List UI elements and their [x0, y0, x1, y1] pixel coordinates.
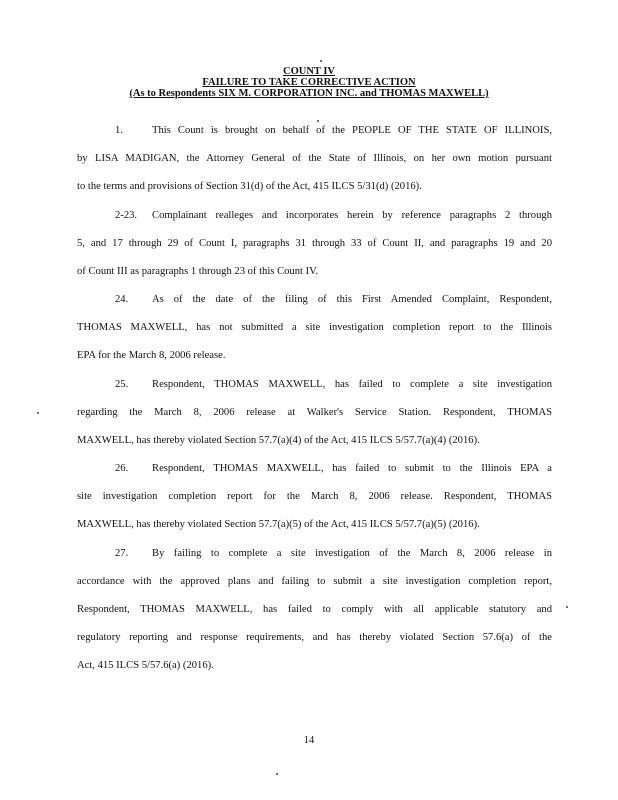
paragraph-24-line-2: THOMAS MAXWELL, has not submitted a site investigation completion report to the Illinois	[77, 322, 552, 333]
scan-speck	[317, 120, 319, 122]
paragraph-number: 1.	[115, 125, 123, 136]
paragraph-25-line-3: MAXWELL, has thereby violated Section 57.7(a)(4) of the Act, 415 ILCS 5/57.7(a)(4) (2016).	[77, 435, 480, 446]
scan-speck	[566, 606, 568, 608]
paragraph-number: 25.	[115, 379, 129, 390]
paragraph-24-line-3: EPA for the March 8, 2006 release.	[77, 350, 226, 361]
paragraph-1-line-2: by LISA MADIGAN, the Attorney General of the State of Illinois, on her own motion pursuant	[77, 153, 552, 164]
paragraph-27-line-4: regulatory reporting and response requirements, and has thereby violated Section 57.6(a) of the	[77, 632, 552, 643]
paragraph-27-line-1: 27. By failing to complete a site investigation of the March 8, 2006 release in	[115, 548, 552, 559]
paragraph-26-line-1: 26. Respondent, THOMAS MAXWELL, has failed to submit to the Illinois EPA a	[115, 463, 552, 474]
paragraph-number: 2-23.	[115, 210, 138, 221]
count-subtitle: FAILURE TO TAKE CORRECTIVE ACTION	[202, 77, 416, 88]
paragraph-24-line-1: 24. As of the date of the filing of this First Amended Complaint, Respondent,	[115, 294, 552, 305]
paragraph-27-line-5: Act, 415 ILCS 5/57.6(a) (2016).	[77, 660, 214, 671]
paragraph-27-line-3: Respondent, THOMAS MAXWELL, has failed to comply with all applicable statutory and	[77, 604, 552, 615]
paragraph-1-line-1: 1. This Count is brought on behalf of the PEOPLE OF THE STATE OF ILLINOIS,	[115, 125, 552, 136]
paragraph-25-line-2: regarding the March 8, 2006 release at Walker's Service Station. Respondent, THOMAS	[77, 407, 552, 418]
paragraph-1-line-3: to the terms and provisions of Section 31(d) of the Act, 415 ILCS 5/31(d) (2016).	[77, 181, 422, 192]
paragraph-2-23-line-3: of Count III as paragraphs 1 through 23 of this Count IV.	[77, 266, 319, 277]
scan-speck	[320, 60, 322, 62]
paragraph-26-line-2: site investigation completion report for the March 8, 2006 release. Respondent, THOMAS	[77, 491, 552, 502]
paragraph-2-23-line-2: 5, and 17 through 29 of Count I, paragraphs 31 through 33 of Count II, and paragraphs 19 and 20	[77, 238, 552, 249]
paragraph-number: 24.	[115, 294, 129, 305]
page-number: 14	[303, 735, 315, 746]
scan-speck	[276, 773, 278, 775]
paragraph-25-line-1: 25. Respondent, THOMAS MAXWELL, has failed to complete a site investigation	[115, 379, 552, 390]
count-respondents: (As to Respondents SIX M. CORPORATION INC. and THOMAS MAXWELL)	[129, 88, 489, 99]
scan-speck	[37, 412, 39, 414]
count-title: COUNT IV	[282, 66, 336, 77]
paragraph-27-line-2: accordance with the approved plans and failing to submit a site investigation completion report,	[77, 576, 552, 587]
paragraph-number: 26.	[115, 463, 129, 474]
paragraph-number: 27.	[115, 548, 129, 559]
paragraph-2-23-line-1: 2-23. Complainant realleges and incorporates herein by reference paragraphs 2 through	[115, 210, 552, 221]
paragraph-26-line-3: MAXWELL, has thereby violated Section 57.7(a)(5) of the Act, 415 ILCS 5/57.7(a)(5) (2016).	[77, 519, 480, 530]
